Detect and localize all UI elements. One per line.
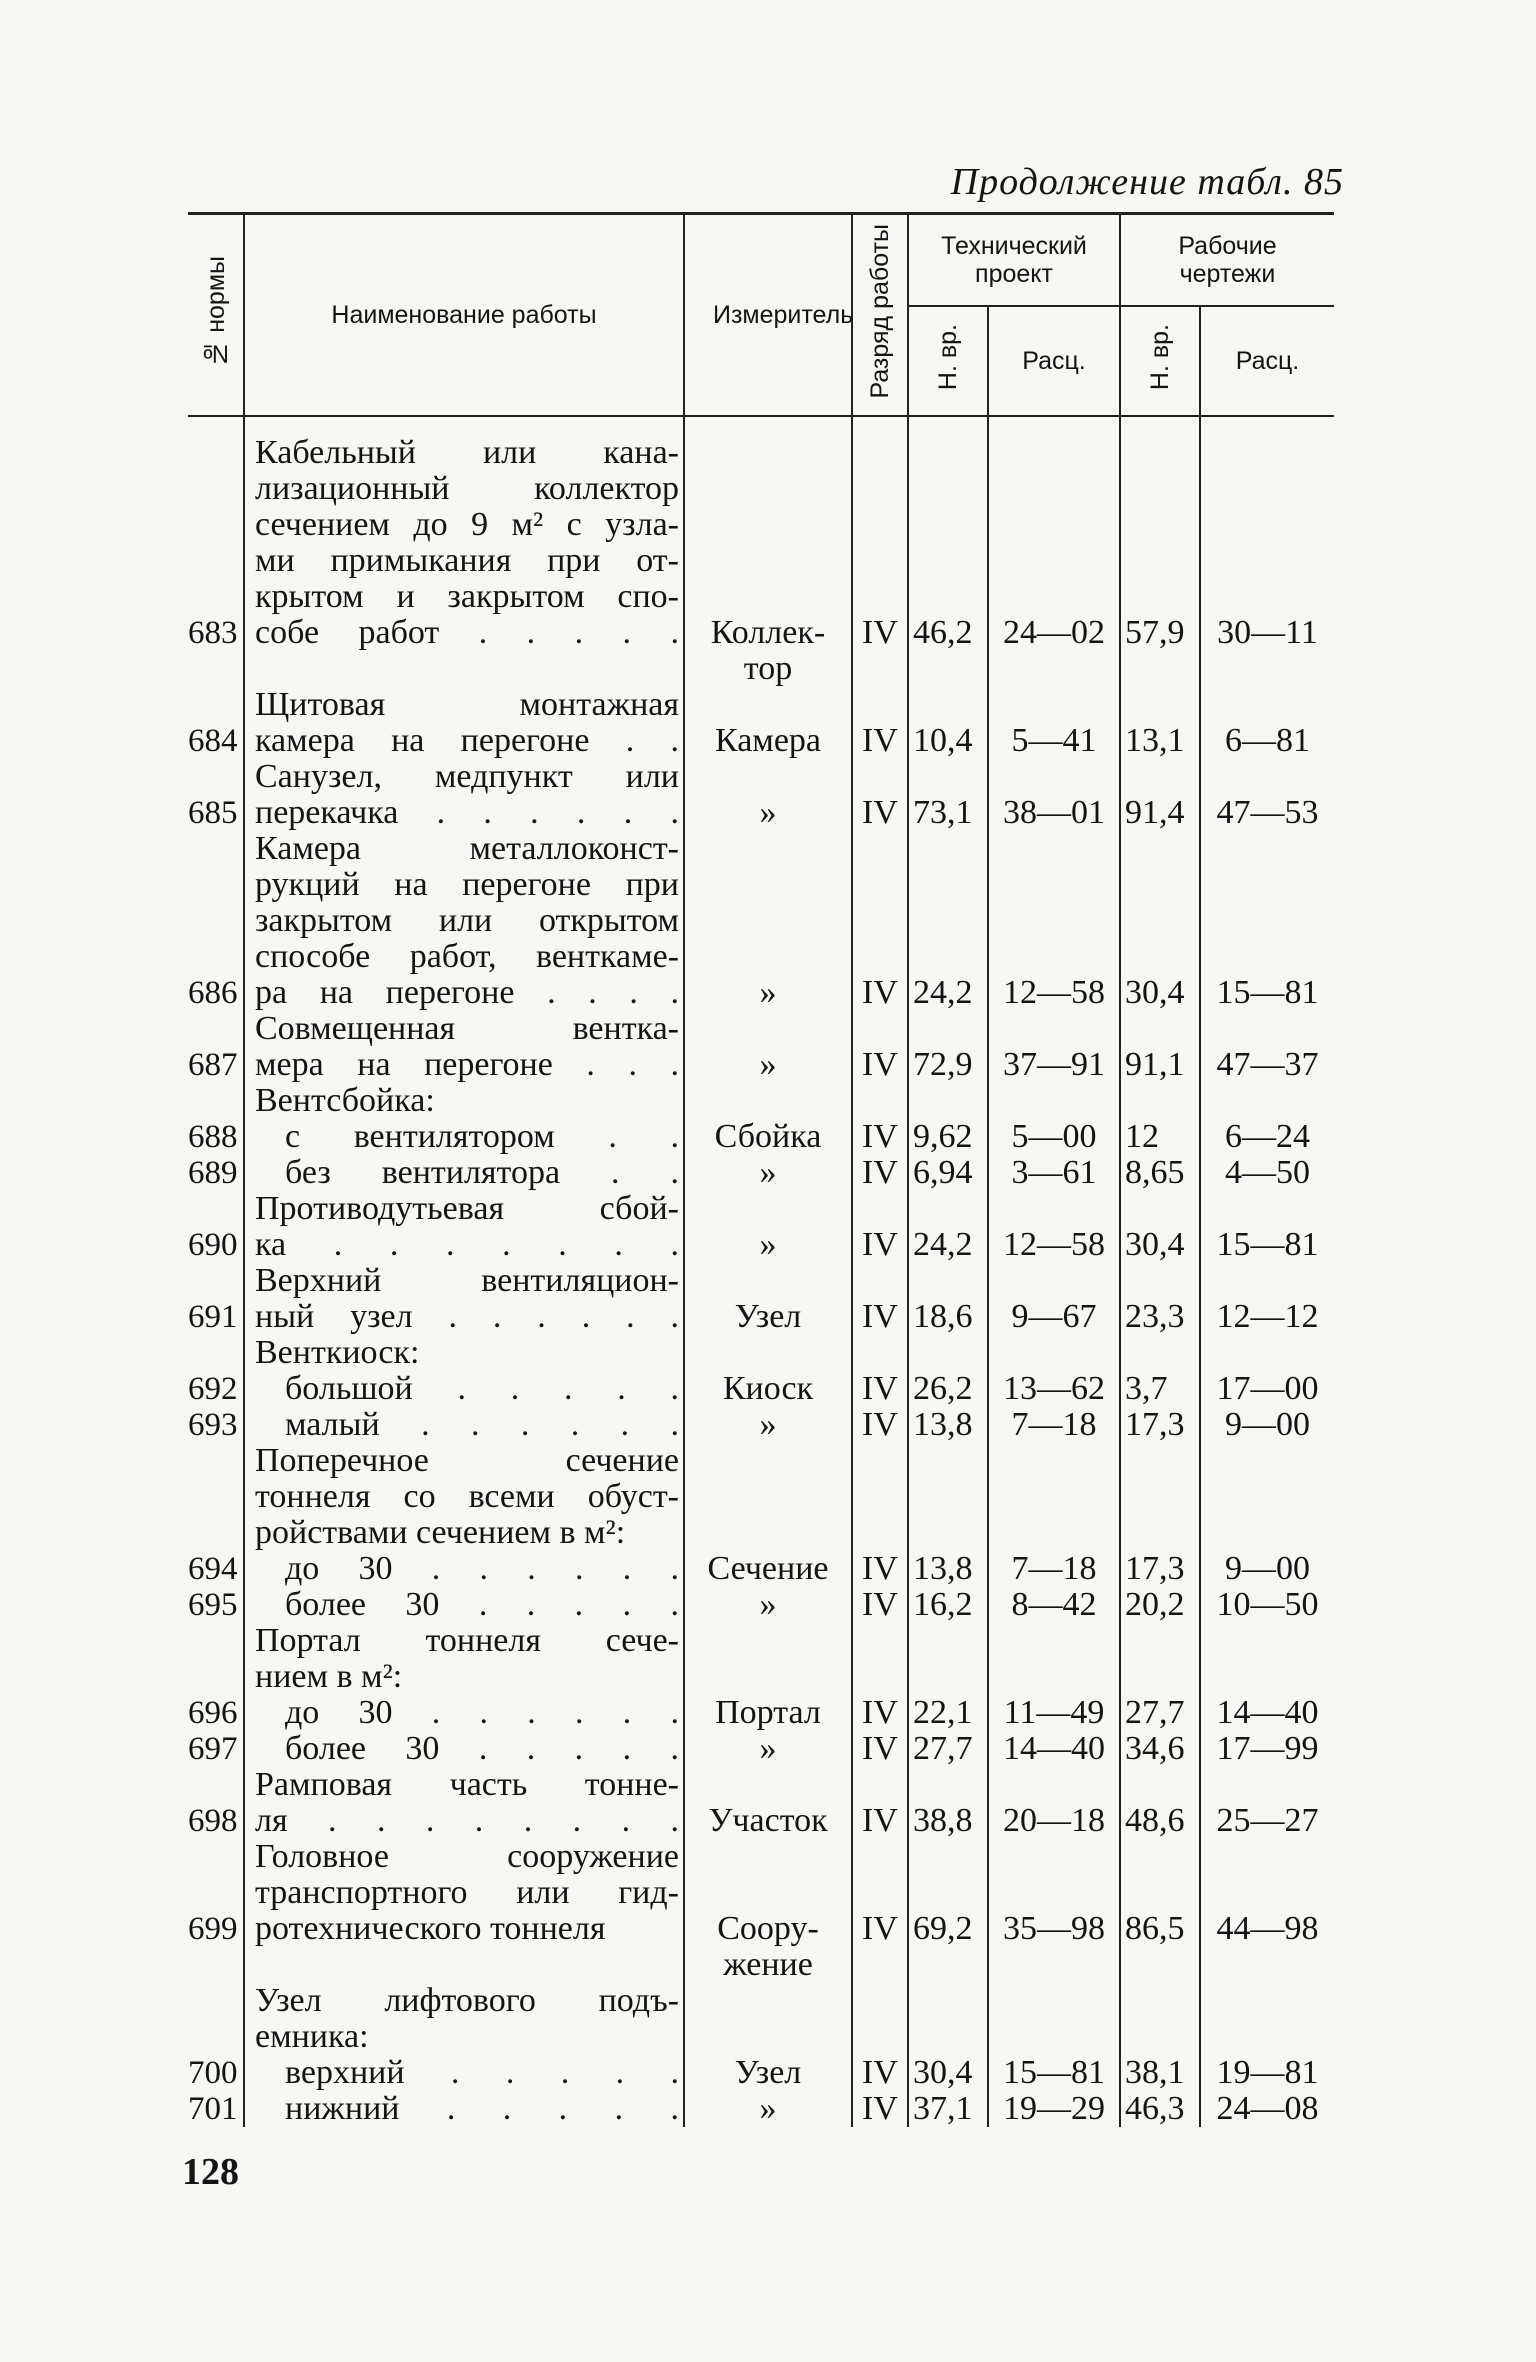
norm-number: [188, 1335, 244, 1371]
work-name-line: Головное сооружение: [255, 1837, 679, 1875]
work-hours-cell: 91,1: [1120, 1011, 1200, 1083]
unit-cell: Киоск: [684, 1371, 852, 1407]
work-name: [244, 1443, 684, 1551]
work-name-line: Совмещенная вентка-: [255, 1009, 679, 1047]
unit-cell: »: [684, 2091, 852, 2127]
work-name: [244, 1551, 684, 1587]
work-name-line: ройствами сечением в м²:: [255, 1513, 626, 1551]
work-name-line: Узел лифтового подъ-: [255, 1981, 679, 2019]
work-cost-cell: 44—98: [1200, 1839, 1334, 1983]
tech-hours-cell: 24,2: [908, 831, 988, 1011]
header-tech: Технический проект: [908, 214, 1120, 306]
tech-hours-cell: [908, 1335, 988, 1371]
work-name-line: Санузел, медпункт или: [255, 757, 679, 795]
work-name-line: Верхний вентиляцион-: [255, 1261, 679, 1299]
table-row: [188, 1083, 1334, 1119]
tech-cost-cell: 5—41: [988, 687, 1120, 759]
grade-cell: IV: [852, 1587, 908, 1623]
table-header: [188, 214, 1334, 416]
work-name-line: закрытом или открытом: [255, 901, 679, 939]
unit-cell: Камера: [684, 687, 852, 759]
work-hours-cell: 46,3: [1120, 2091, 1200, 2127]
table-body: [188, 416, 1334, 2127]
work-name-line: Кабельный или кана-: [255, 433, 679, 471]
tech-hours-cell: 72,9: [908, 1011, 988, 1083]
work-name-line: малый . . . . . .: [285, 1405, 679, 1443]
table-row: [188, 759, 1334, 831]
tech-hours-cell: 16,2: [908, 1587, 988, 1623]
unit-cell: »: [684, 1191, 852, 1263]
tech-cost-cell: 14—40: [988, 1731, 1120, 1767]
unit-cell: [684, 1083, 852, 1119]
norm-number: [188, 1983, 244, 2055]
work-name: [244, 1839, 684, 1983]
norm-number: 693: [188, 1406, 238, 1443]
unit-cell: »: [684, 831, 852, 1011]
tech-hours-cell: 73,1: [908, 759, 988, 831]
work-cost-cell: 47—37: [1200, 1011, 1334, 1083]
grade-cell: [852, 1623, 908, 1695]
tech-cost-cell: [988, 1623, 1120, 1695]
table-row: [188, 1011, 1334, 1083]
work-name: [244, 831, 684, 1011]
norm-number: 685: [188, 794, 238, 831]
tech-hours-cell: 38,8: [908, 1767, 988, 1839]
work-name: [244, 1155, 684, 1191]
tech-cost-cell: 20—18: [988, 1767, 1120, 1839]
work-name-line: нижний . . . . .: [285, 2089, 679, 2127]
work-name-line: Вентсбойка:: [255, 1081, 435, 1119]
work-name: [244, 687, 684, 759]
header-name: Наименование работы: [244, 214, 684, 416]
tech-hours-cell: 46,2: [908, 435, 988, 687]
grade-cell: [852, 1983, 908, 2055]
work-name: [244, 1983, 684, 2055]
table-row: [188, 1551, 1334, 1587]
unit-cell: »: [684, 1587, 852, 1623]
work-name-line: транспортного или гид-: [255, 1873, 679, 1911]
work-hours-cell: [1120, 1083, 1200, 1119]
tech-hours-cell: 13,8: [908, 1407, 988, 1443]
unit-cell: »: [684, 1407, 852, 1443]
work-cost-cell: 9—00: [1200, 1407, 1334, 1443]
unit-cell: »: [684, 1011, 852, 1083]
work-name-line: Портал тоннеля сече-: [255, 1621, 679, 1659]
work-hours-cell: [1120, 1623, 1200, 1695]
work-hours-cell: 20,2: [1120, 1587, 1200, 1623]
norm-number: 699: [188, 1910, 238, 1947]
unit-cell: Участок: [684, 1767, 852, 1839]
work-name: [244, 1191, 684, 1263]
tech-hours-cell: 37,1: [908, 2091, 988, 2127]
work-hours-cell: 48,6: [1120, 1767, 1200, 1839]
tech-hours-cell: 6,94: [908, 1155, 988, 1191]
table-row: [188, 1983, 1334, 2055]
work-name-line: мера на перегоне . . .: [255, 1045, 679, 1083]
tech-hours-cell: 26,2: [908, 1371, 988, 1407]
unit-cell: [684, 1623, 852, 1695]
grade-cell: [852, 1443, 908, 1551]
work-cost-cell: [1200, 1083, 1334, 1119]
unit-cell: Портал: [684, 1695, 852, 1731]
unit-cell: »: [684, 759, 852, 831]
work-name: [244, 1335, 684, 1371]
work-name-line: емника:: [255, 2017, 369, 2055]
unit-cell: Узел: [684, 1263, 852, 1335]
work-hours-cell: 17,3: [1120, 1551, 1200, 1587]
work-name: [244, 1371, 684, 1407]
norm-number: 687: [188, 1046, 238, 1083]
work-name: [244, 1767, 684, 1839]
work-hours-cell: 38,1: [1120, 2055, 1200, 2091]
work-name-line: без вентилятора . .: [285, 1153, 679, 1191]
tech-cost-cell: [988, 1443, 1120, 1551]
work-hours-cell: [1120, 1983, 1200, 2055]
work-cost-cell: [1200, 1983, 1334, 2055]
grade-cell: IV: [852, 1155, 908, 1191]
tech-hours-cell: [908, 1083, 988, 1119]
work-name-line: более 30 . . . . .: [285, 1729, 679, 1767]
tech-hours-cell: 9,62: [908, 1119, 988, 1155]
work-cost-cell: 24—08: [1200, 2091, 1334, 2127]
tech-cost-cell: 38—01: [988, 759, 1120, 831]
unit-cell: Сечение: [684, 1551, 852, 1587]
unit-cell: Сбойка: [684, 1119, 852, 1155]
work-name: [244, 1011, 684, 1083]
table-row: [188, 1731, 1334, 1767]
norm-number: 700: [188, 2054, 238, 2091]
header-unit: Измеритель: [684, 214, 852, 416]
norms-table: [188, 212, 1334, 2127]
norm-number: 686: [188, 974, 238, 1011]
work-name-line: Рамповая часть тонне-: [255, 1765, 679, 1803]
work-name-line: перекачка . . . . . .: [255, 793, 679, 831]
table-row: [188, 1623, 1334, 1695]
tech-hours-cell: 27,7: [908, 1731, 988, 1767]
norm-number: [188, 1443, 244, 1551]
tech-hours-cell: [908, 1983, 988, 2055]
work-name-line: Венткиоск:: [255, 1333, 420, 1371]
grade-cell: [852, 1335, 908, 1371]
work-name-line: ля . . . . . . . .: [255, 1801, 679, 1839]
work-name-line: более 30 . . . . .: [285, 1585, 679, 1623]
work-name-line: крытом и закрытом спо-: [255, 577, 679, 615]
table-row: [188, 1587, 1334, 1623]
tech-hours-cell: [908, 1623, 988, 1695]
grade-cell: IV: [852, 759, 908, 831]
work-hours-cell: 12: [1120, 1119, 1200, 1155]
work-name-line: ный узел . . . . . .: [255, 1297, 679, 1335]
work-hours-cell: [1120, 1443, 1200, 1551]
work-name-line: Поперечное сечение: [255, 1441, 679, 1479]
grade-cell: IV: [852, 1767, 908, 1839]
work-cost-cell: 14—40: [1200, 1695, 1334, 1731]
norm-number: [188, 1623, 244, 1695]
norm-number: 684: [188, 722, 238, 759]
work-name-line: ми примыкания при от-: [255, 541, 679, 579]
work-name-line: ра на перегоне . . . .: [255, 973, 679, 1011]
tech-cost-cell: 12—58: [988, 1191, 1120, 1263]
grade-cell: IV: [852, 1119, 908, 1155]
tech-cost-cell: 15—81: [988, 2055, 1120, 2091]
tech-cost-cell: 11—49: [988, 1695, 1120, 1731]
work-hours-cell: 91,4: [1120, 759, 1200, 831]
grade-cell: IV: [852, 2055, 908, 2091]
work-name: [244, 1119, 684, 1155]
work-hours-cell: 57,9: [1120, 435, 1200, 687]
unit-cell: Коллек- тор: [684, 435, 852, 687]
work-hours-cell: 23,3: [1120, 1263, 1200, 1335]
tech-hours-cell: 22,1: [908, 1695, 988, 1731]
table-row: [188, 1443, 1334, 1551]
grade-cell: IV: [852, 1407, 908, 1443]
work-name-line: тоннеля со всеми обуст-: [255, 1477, 679, 1515]
unit-cell: »: [684, 1731, 852, 1767]
tech-cost-cell: [988, 1083, 1120, 1119]
work-name-line: камера на перегоне . .: [255, 721, 679, 759]
tech-hours-cell: 69,2: [908, 1839, 988, 1983]
table-row: [188, 1767, 1334, 1839]
header-norm: № нормы: [188, 214, 244, 416]
grade-cell: IV: [852, 435, 908, 687]
work-cost-cell: 6—24: [1200, 1119, 1334, 1155]
header-tech-cost: Расц.: [988, 306, 1120, 416]
header-work: Рабочие чертежи: [1120, 214, 1334, 306]
table-row: [188, 1155, 1334, 1191]
work-hours-cell: 34,6: [1120, 1731, 1200, 1767]
unit-cell: Соору- жение: [684, 1839, 852, 1983]
norm-number: [188, 1083, 244, 1119]
table-caption: Продолжение табл. 85: [950, 161, 1344, 203]
grade-cell: IV: [852, 1731, 908, 1767]
work-cost-cell: 4—50: [1200, 1155, 1334, 1191]
work-hours-cell: 13,1: [1120, 687, 1200, 759]
work-cost-cell: 15—81: [1200, 1191, 1334, 1263]
norm-number: 696: [188, 1694, 238, 1731]
norm-number: 692: [188, 1370, 238, 1407]
work-name: [244, 1623, 684, 1695]
norm-number: 697: [188, 1730, 238, 1767]
work-hours-cell: 17,3: [1120, 1407, 1200, 1443]
tech-hours-cell: 30,4: [908, 2055, 988, 2091]
grade-cell: IV: [852, 1011, 908, 1083]
tech-cost-cell: 9—67: [988, 1263, 1120, 1335]
unit-cell: Узел: [684, 2055, 852, 2091]
norm-number: 695: [188, 1586, 238, 1623]
work-name: [244, 1731, 684, 1767]
tech-cost-cell: 37—91: [988, 1011, 1120, 1083]
grade-cell: IV: [852, 1839, 908, 1983]
table-row: [188, 1407, 1334, 1443]
tech-hours-cell: [908, 1443, 988, 1551]
tech-hours-cell: 24,2: [908, 1191, 988, 1263]
work-name: [244, 759, 684, 831]
table-row: [188, 1263, 1334, 1335]
work-cost-cell: 47—53: [1200, 759, 1334, 831]
work-name: [244, 2055, 684, 2091]
norm-number: 683: [188, 614, 238, 651]
work-name-line: лизационный коллектор: [255, 469, 679, 507]
work-name-line: собе работ . . . . .: [255, 613, 679, 651]
table-row: [188, 435, 1334, 687]
work-cost-cell: 10—50: [1200, 1587, 1334, 1623]
tech-cost-cell: 5—00: [988, 1119, 1120, 1155]
header-work-cost: Расц.: [1200, 306, 1334, 416]
work-name: [244, 1407, 684, 1443]
work-hours-cell: 30,4: [1120, 831, 1200, 1011]
tech-cost-cell: 8—42: [988, 1587, 1120, 1623]
norm-number: 691: [188, 1298, 238, 1335]
grade-cell: IV: [852, 1695, 908, 1731]
work-hours-cell: 30,4: [1120, 1191, 1200, 1263]
table-row: [188, 1839, 1334, 1983]
table-row: [188, 2091, 1334, 2127]
work-hours-cell: [1120, 1335, 1200, 1371]
work-cost-cell: 17—00: [1200, 1371, 1334, 1407]
work-cost-cell: [1200, 1623, 1334, 1695]
unit-cell: »: [684, 1155, 852, 1191]
norm-number: 701: [188, 2090, 238, 2127]
grade-cell: IV: [852, 1371, 908, 1407]
table-row: [188, 1335, 1334, 1371]
header-tech-hours: Н. вр.: [908, 306, 988, 416]
work-name-line: рукций на перегоне при: [255, 865, 679, 903]
unit-cell: [684, 1335, 852, 1371]
work-name-line: способе работ, венткаме-: [255, 937, 679, 975]
grade-cell: [852, 1083, 908, 1119]
grade-cell: IV: [852, 2091, 908, 2127]
table-row: [188, 1371, 1334, 1407]
tech-cost-cell: 19—29: [988, 2091, 1120, 2127]
work-name-line: до 30 . . . . . .: [285, 1549, 679, 1587]
tech-cost-cell: [988, 1983, 1120, 2055]
grade-cell: IV: [852, 687, 908, 759]
work-name-line: Противодутьевая сбой-: [255, 1189, 679, 1227]
tech-hours-cell: 10,4: [908, 687, 988, 759]
work-name-line: ка . . . . . . .: [255, 1225, 679, 1263]
work-cost-cell: 15—81: [1200, 831, 1334, 1011]
work-name-line: верхний . . . . .: [285, 2053, 679, 2091]
tech-cost-cell: 7—18: [988, 1407, 1120, 1443]
work-name: [244, 1695, 684, 1731]
work-cost-cell: 25—27: [1200, 1767, 1334, 1839]
work-cost-cell: 12—12: [1200, 1263, 1334, 1335]
work-cost-cell: 17—99: [1200, 1731, 1334, 1767]
table-row: [188, 687, 1334, 759]
work-name: [244, 2091, 684, 2127]
unit-cell: [684, 1443, 852, 1551]
norm-number: 690: [188, 1226, 238, 1263]
work-name: [244, 1587, 684, 1623]
header-grade: Разряд работы: [852, 214, 908, 416]
work-name-line: Камера металлоконст-: [255, 829, 679, 867]
work-hours-cell: 86,5: [1120, 1839, 1200, 1983]
tech-cost-cell: 24—02: [988, 435, 1120, 687]
page-number: 128: [182, 2151, 239, 2193]
work-name-line: с вентилятором . .: [285, 1117, 679, 1155]
table-row: [188, 1119, 1334, 1155]
work-cost-cell: 9—00: [1200, 1551, 1334, 1587]
work-name: [244, 435, 684, 687]
work-cost-cell: [1200, 1335, 1334, 1371]
tech-cost-cell: 13—62: [988, 1371, 1120, 1407]
unit-cell: [684, 1983, 852, 2055]
work-cost-cell: 6—81: [1200, 687, 1334, 759]
tech-hours-cell: 18,6: [908, 1263, 988, 1335]
work-name-line: до 30 . . . . . .: [285, 1693, 679, 1731]
tech-hours-cell: 13,8: [908, 1551, 988, 1587]
tech-cost-cell: [988, 1335, 1120, 1371]
norm-number: 698: [188, 1802, 238, 1839]
grade-cell: IV: [852, 1191, 908, 1263]
work-name: [244, 1263, 684, 1335]
work-cost-cell: 30—11: [1200, 435, 1334, 687]
work-hours-cell: 3,7: [1120, 1371, 1200, 1407]
tech-cost-cell: 7—18: [988, 1551, 1120, 1587]
header-work-hours: Н. вр.: [1120, 306, 1200, 416]
work-name-line: Щитовая монтажная: [255, 685, 679, 723]
work-name: [244, 1083, 684, 1119]
grade-cell: IV: [852, 831, 908, 1011]
tech-cost-cell: 12—58: [988, 831, 1120, 1011]
work-name-line: большой . . . . .: [285, 1369, 679, 1407]
table-row: [188, 2055, 1334, 2091]
grade-cell: IV: [852, 1551, 908, 1587]
work-hours-cell: 27,7: [1120, 1695, 1200, 1731]
tech-cost-cell: 3—61: [988, 1155, 1120, 1191]
norm-number: 694: [188, 1550, 238, 1587]
table-row: [188, 1191, 1334, 1263]
work-name-line: сечением до 9 м² с узла-: [255, 505, 679, 543]
table-row: [188, 831, 1334, 1011]
tech-cost-cell: 35—98: [988, 1839, 1120, 1983]
work-hours-cell: 8,65: [1120, 1155, 1200, 1191]
work-cost-cell: [1200, 1443, 1334, 1551]
grade-cell: IV: [852, 1263, 908, 1335]
norm-number: 688: [188, 1118, 238, 1155]
table-row: [188, 1695, 1334, 1731]
work-name-line: нием в м²:: [255, 1657, 403, 1695]
work-name-line: ротехнического тоннеля: [255, 1909, 606, 1947]
norm-number: 689: [188, 1154, 238, 1191]
work-cost-cell: 19—81: [1200, 2055, 1334, 2091]
